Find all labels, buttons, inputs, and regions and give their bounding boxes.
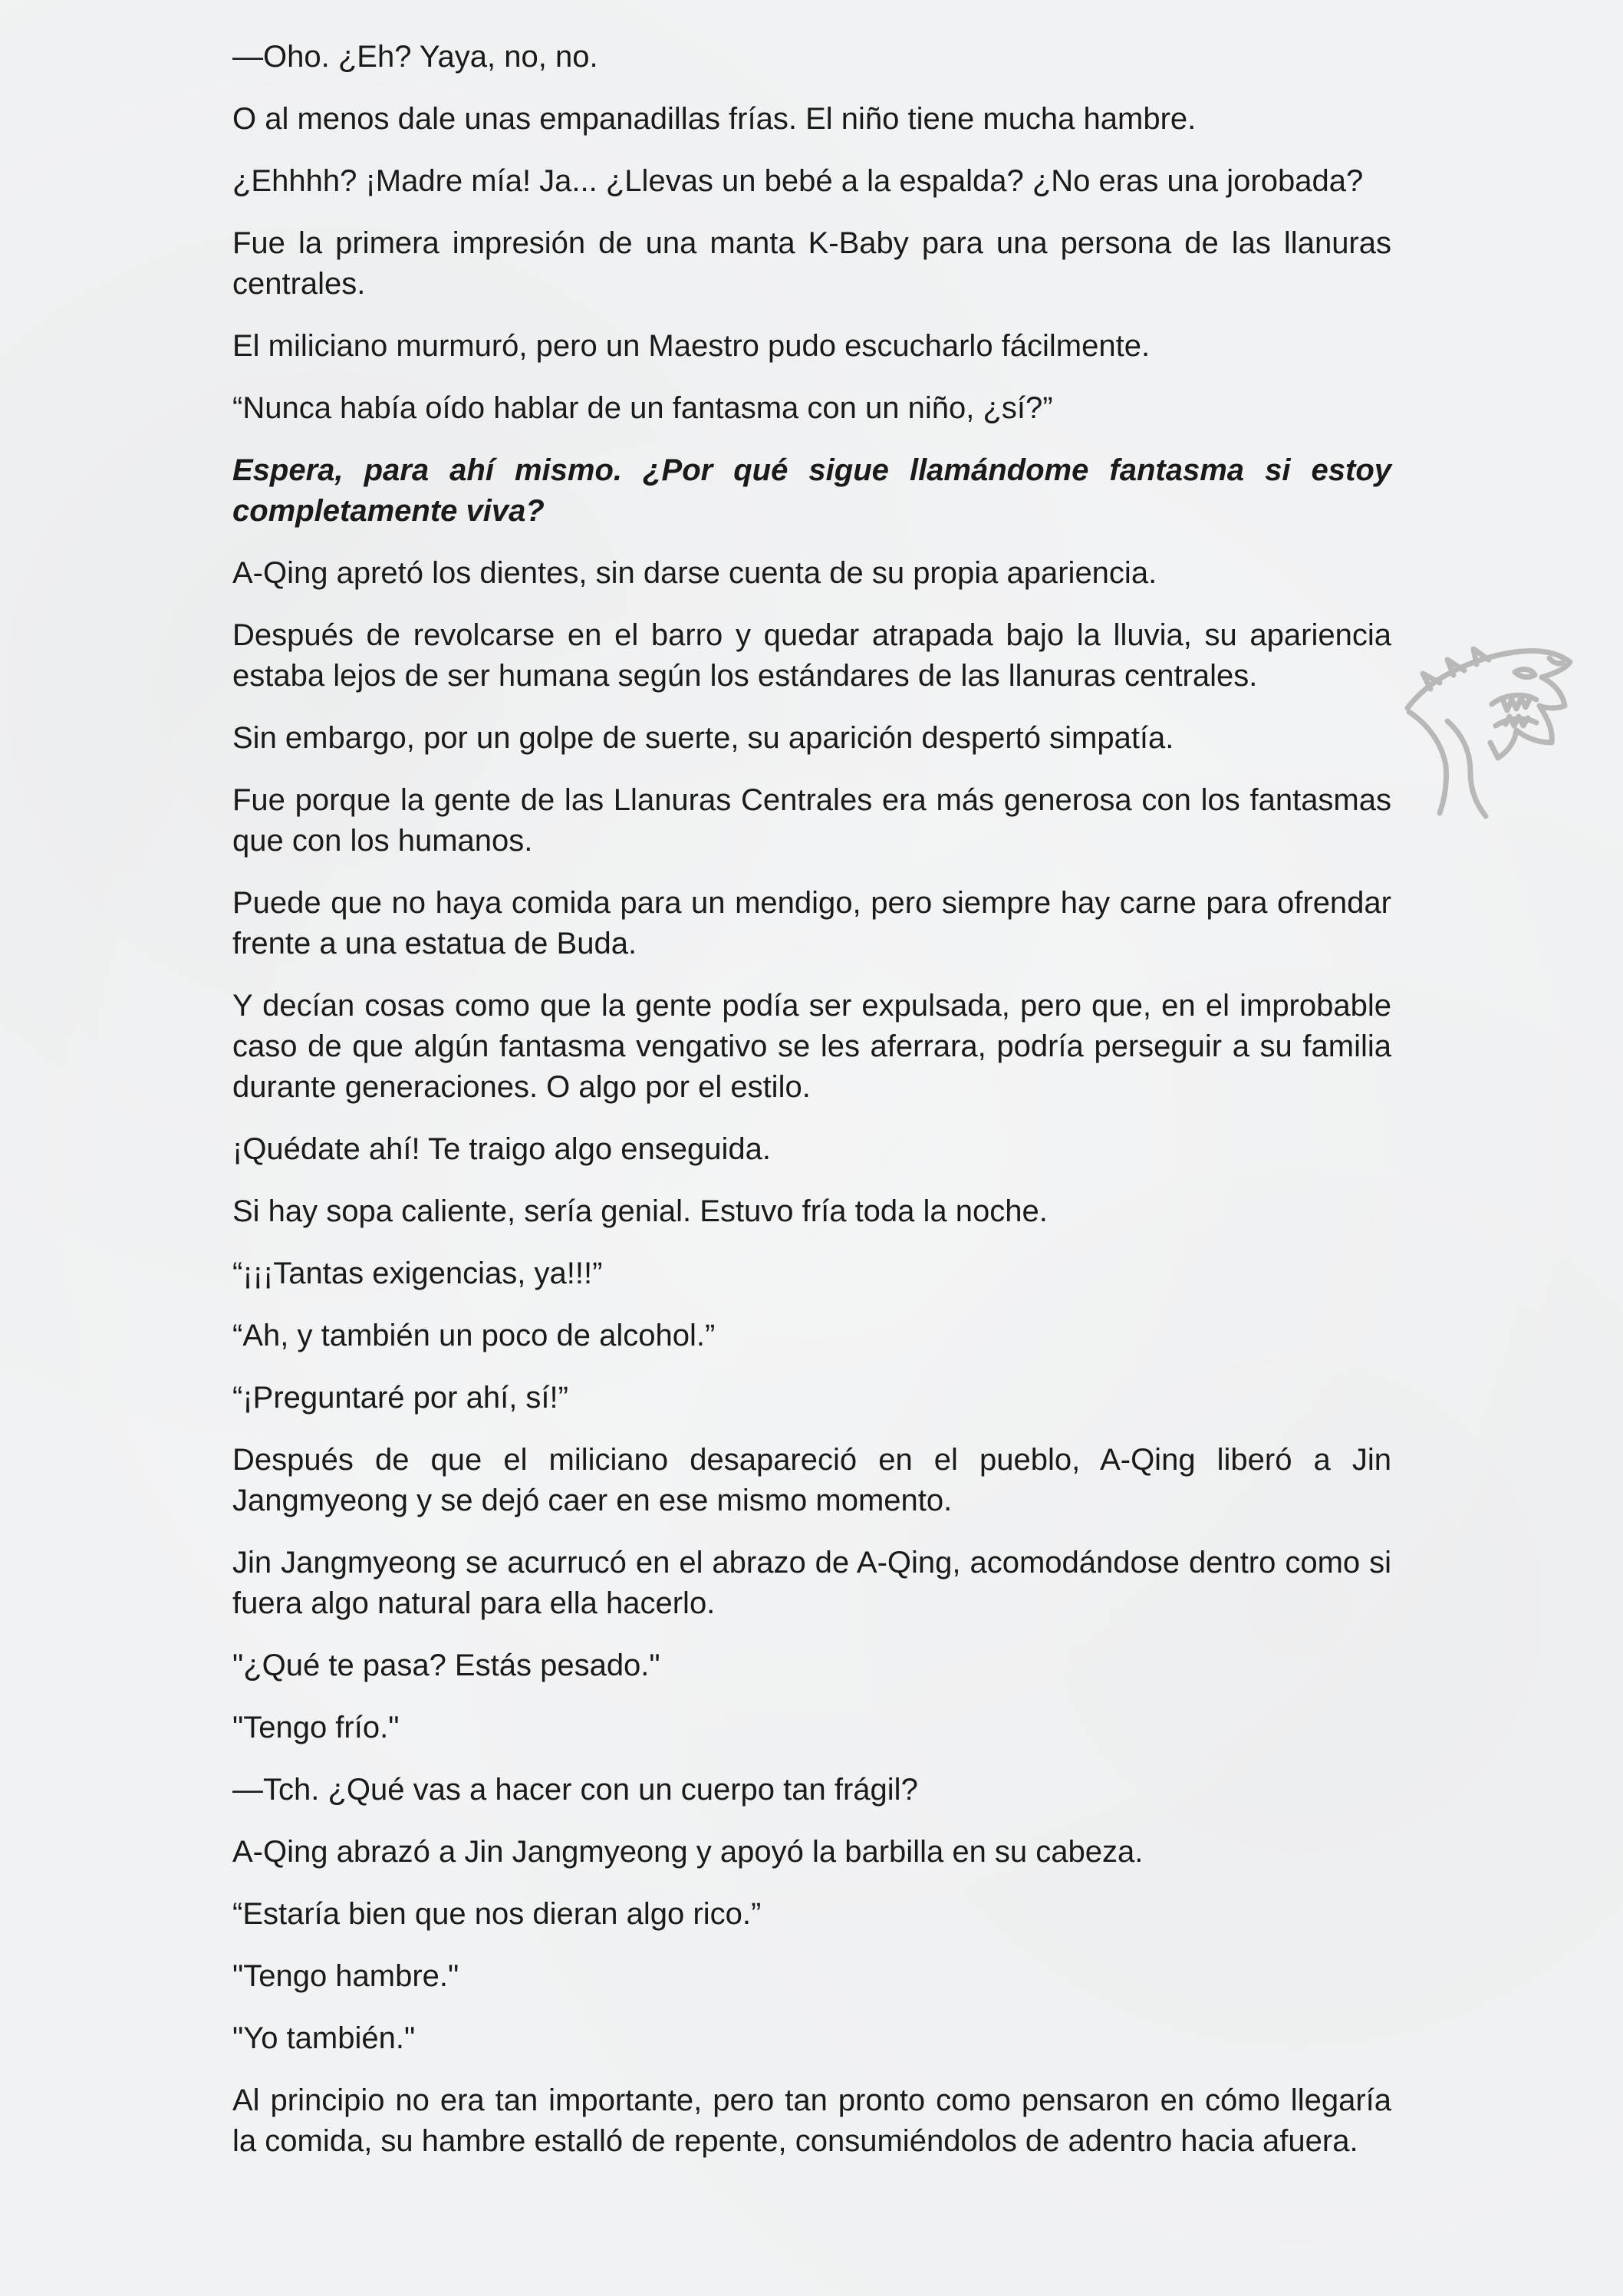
paragraph: Fue porque la gente de las Llanuras Centrales era más generosa con los fantasmas que con los humanos. bbox=[232, 783, 1391, 858]
paragraph: Después de que el miliciano desapareció en el pueblo, A-Qing liberó a Jin Jangmyeong y se dejó caer en ese mismo momento. bbox=[232, 1443, 1391, 1517]
paragraph: ¿Ehhhh? ¡Madre mía! Ja... ¿Llevas un bebé a la espalda? ¿No eras una jorobada? bbox=[232, 164, 1364, 198]
paragraph: Al principio no era tan importante, pero tan pronto como pensaron en cómo llegaría la comida, su hambre estalló de repente, consumiéndolos de adentro hacia afuera. bbox=[232, 2084, 1391, 2158]
paragraph: "Tengo hambre." bbox=[232, 1959, 459, 1993]
paragraph: A-Qing abrazó a Jin Jangmyeong y apoyó la barbilla en su cabeza. bbox=[232, 1835, 1144, 1869]
paragraph: "Tengo frío." bbox=[232, 1711, 400, 1744]
paragraph: "Yo también." bbox=[232, 2021, 416, 2055]
paragraph: Puede que no haya comida para un mendigo, pero siempre hay carne para ofrendar frente a una estatua de Buda. bbox=[232, 886, 1391, 960]
paragraph: O al menos dale unas empanadillas frías. El niño tiene mucha hambre. bbox=[232, 102, 1197, 136]
dinosaur-head-icon bbox=[1400, 635, 1584, 823]
paragraph: “¡Preguntaré por ahí, sí!” bbox=[232, 1381, 568, 1415]
paragraph: A-Qing apretó los dientes, sin darse cuenta de su propia apariencia. bbox=[232, 556, 1157, 590]
paragraph: —Tch. ¿Qué vas a hacer con un cuerpo tan frágil? bbox=[232, 1773, 918, 1807]
paragraph: Sin embargo, por un golpe de suerte, su aparición despertó simpatía. bbox=[232, 721, 1174, 755]
paragraph: Y decían cosas como que la gente podía ser expulsada, pero que, en el improbable caso de que algún fantasma vengativo se les aferrara, podría perseguir a su familia durante generaciones. O algo por el estilo. bbox=[232, 989, 1391, 1104]
paragraph: —Oho. ¿Eh? Yaya, no, no. bbox=[232, 40, 598, 74]
text-column bbox=[232, 37, 1391, 2183]
paragraph: “Ah, y también un poco de alcohol.” bbox=[232, 1319, 716, 1352]
paragraph: “Estaría bien que nos dieran algo rico.” bbox=[232, 1897, 762, 1931]
paragraph: Espera, para ahí mismo. ¿Por qué sigue llamándome fantasma si estoy completamente viva? bbox=[232, 453, 1391, 528]
paragraph: Después de revolcarse en el barro y quedar atrapada bajo la lluvia, su apariencia estaba lejos de ser humana según los estándares de las llanuras centrales. bbox=[232, 618, 1391, 693]
paragraph: Jin Jangmyeong se acurrucó en el abrazo de A-Qing, acomodándose dentro como si fuera algo natural para ella hacerlo. bbox=[232, 1546, 1391, 1620]
paragraph: "¿Qué te pasa? Estás pesado." bbox=[232, 1649, 660, 1682]
paragraph: “Nunca había oído hablar de un fantasma con un niño, ¿sí?” bbox=[232, 391, 1053, 425]
paragraph: ¡Quédate ahí! Te traigo algo enseguida. bbox=[232, 1132, 771, 1166]
paragraph: Si hay sopa caliente, sería genial. Estuvo fría toda la noche. bbox=[232, 1194, 1048, 1228]
paragraph: “¡¡¡Tantas exigencias, ya!!!” bbox=[232, 1257, 603, 1290]
paragraph: El miliciano murmuró, pero un Maestro pudo escucharlo fácilmente. bbox=[232, 329, 1151, 363]
paragraph: Fue la primera impresión de una manta K-Baby para una persona de las llanuras centrales. bbox=[232, 226, 1391, 301]
